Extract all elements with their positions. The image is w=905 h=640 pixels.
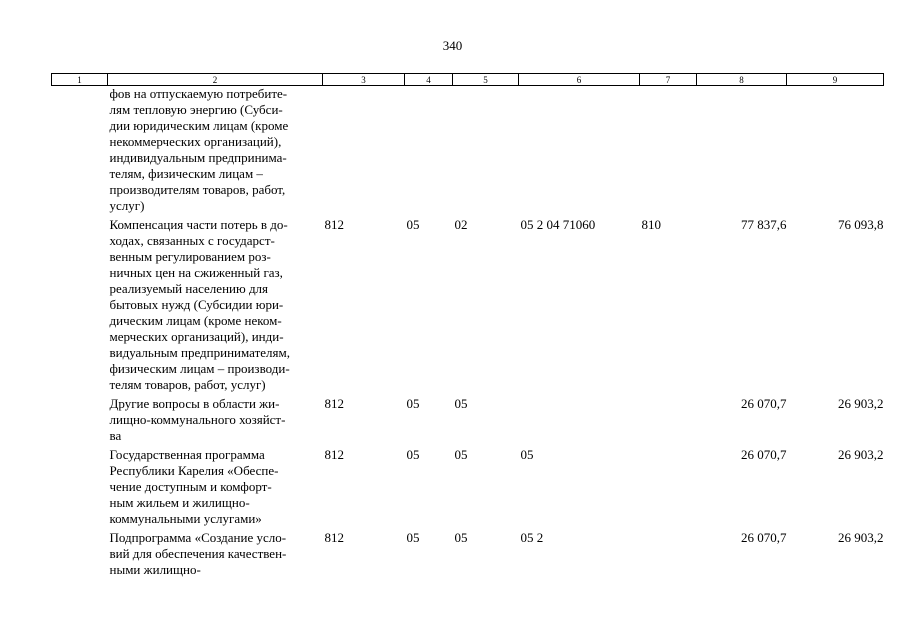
- cell-index: [52, 214, 108, 393]
- table-row: [52, 393, 884, 444]
- cell-amount-year-2: [787, 86, 884, 215]
- cell-description: [108, 393, 323, 444]
- description-line: Республики Карелия «Обеспе-: [109, 463, 279, 478]
- cell-description: [108, 527, 323, 578]
- cell-amount-year-2: 26 903,2: [838, 396, 884, 411]
- description-line: венным регулированием роз-: [109, 249, 271, 264]
- table-row: [52, 527, 884, 578]
- cell-ministry-code: 812: [324, 447, 344, 462]
- description-line: услуг): [109, 198, 145, 213]
- cell-expense-type: [640, 393, 697, 444]
- description-line: производителям товаров, работ,: [109, 182, 286, 197]
- description-line: лищно-коммунального хозяйст-: [109, 412, 286, 427]
- header-row: [52, 74, 884, 86]
- description-line: Другие вопросы в области жи-: [109, 396, 280, 411]
- cell-target-item: 05: [520, 447, 534, 462]
- cell-target-item: 05 2 04 71060: [520, 217, 596, 232]
- header-col-3: 3: [323, 74, 405, 86]
- header-col-6: 6: [519, 74, 640, 86]
- header-col-1: 1: [52, 74, 108, 86]
- header-col-4: 4: [405, 74, 453, 86]
- description-line: коммунальными услугами»: [109, 511, 262, 526]
- description-line: мерческих организаций), инди-: [109, 329, 284, 344]
- cell-target-item: [519, 86, 640, 215]
- cell-expense-type: [640, 86, 697, 215]
- description-line: ными жилищно-: [109, 562, 201, 577]
- cell-section: 05: [406, 396, 420, 411]
- header-col-7: 7: [640, 74, 697, 86]
- cell-subsection: 05: [454, 530, 468, 545]
- description-line: физическим лицам – производи-: [109, 361, 290, 376]
- cell-description: [108, 86, 323, 215]
- cell-expense-type: 810: [641, 217, 661, 232]
- description-line: телям товаров, работ, услуг): [109, 377, 266, 392]
- table-body: [52, 86, 884, 579]
- description-line: лям тепловую энергию (Субси-: [109, 102, 283, 117]
- cell-subsection: 05: [454, 396, 468, 411]
- description-line: чение доступным и комфорт-: [109, 479, 272, 494]
- cell-amount-year-1: 26 070,7: [741, 530, 787, 545]
- cell-target-item: [519, 393, 640, 444]
- cell-subsection: 05: [454, 447, 468, 462]
- description-line: некоммерческих организаций),: [109, 134, 282, 149]
- description-line: ва: [109, 428, 122, 443]
- cell-amount-year-2: 26 903,2: [838, 530, 884, 545]
- description-line: вий для обеспечения качествен-: [109, 546, 287, 561]
- cell-amount-year-2: 26 903,2: [838, 447, 884, 462]
- cell-ministry-code: 812: [324, 217, 344, 232]
- cell-ministry-code: 812: [324, 396, 344, 411]
- cell-description: [108, 444, 323, 527]
- description-line: телям, физическим лицам –: [109, 166, 263, 181]
- cell-amount-year-2: 76 093,8: [838, 217, 884, 232]
- table-row: [52, 86, 884, 215]
- header-col-8: 8: [697, 74, 787, 86]
- table-row: [52, 444, 884, 527]
- description-line: реализуемый населению для: [109, 281, 269, 296]
- cell-ministry-code: 812: [324, 530, 344, 545]
- header-col-2: 2: [108, 74, 323, 86]
- description-line: ным жильем и жилищно-: [109, 495, 250, 510]
- table-row: [52, 214, 884, 393]
- description-line: Компенсация части потерь в до-: [109, 217, 288, 232]
- cell-amount-year-1: 77 837,6: [741, 217, 787, 232]
- cell-amount-year-1: 26 070,7: [741, 396, 787, 411]
- cell-section: 05: [406, 530, 420, 545]
- cell-index: [52, 393, 108, 444]
- budget-table: [51, 73, 884, 578]
- description-line: индивидуальным предпринима-: [109, 150, 287, 165]
- cell-section: 05: [406, 217, 420, 232]
- description-line: фов на отпускаемую потребите-: [109, 86, 288, 101]
- description-line: ходах, связанных с государст-: [109, 233, 275, 248]
- cell-ministry-code: [323, 86, 405, 215]
- cell-expense-type: [640, 444, 697, 527]
- cell-expense-type: [640, 527, 697, 578]
- cell-amount-year-1: [697, 86, 787, 215]
- cell-section: 05: [406, 447, 420, 462]
- description-line: видуальным предпринимателям,: [109, 345, 290, 360]
- cell-subsection: 02: [454, 217, 468, 232]
- description-line: дическим лицам (кроме неком-: [109, 313, 282, 328]
- cell-subsection: [453, 86, 519, 215]
- cell-description: [108, 214, 323, 393]
- description-line: Государственная программа: [109, 447, 265, 462]
- cell-target-item: 05 2: [520, 530, 544, 545]
- cell-section: [405, 86, 453, 215]
- table-header: [52, 74, 884, 86]
- description-line: ничных цен на сжиженный газ,: [109, 265, 283, 280]
- header-col-9: 9: [787, 74, 884, 86]
- header-col-5: 5: [453, 74, 519, 86]
- cell-index: [52, 86, 108, 215]
- cell-index: [52, 527, 108, 578]
- description-line: дии юридическим лицам (кроме: [109, 118, 289, 133]
- cell-index: [52, 444, 108, 527]
- cell-amount-year-1: 26 070,7: [741, 447, 787, 462]
- description-line: бытовых нужд (Субсидии юри-: [109, 297, 284, 312]
- page-number: 340: [442, 38, 463, 53]
- description-line: Подпрограмма «Создание усло-: [109, 530, 287, 545]
